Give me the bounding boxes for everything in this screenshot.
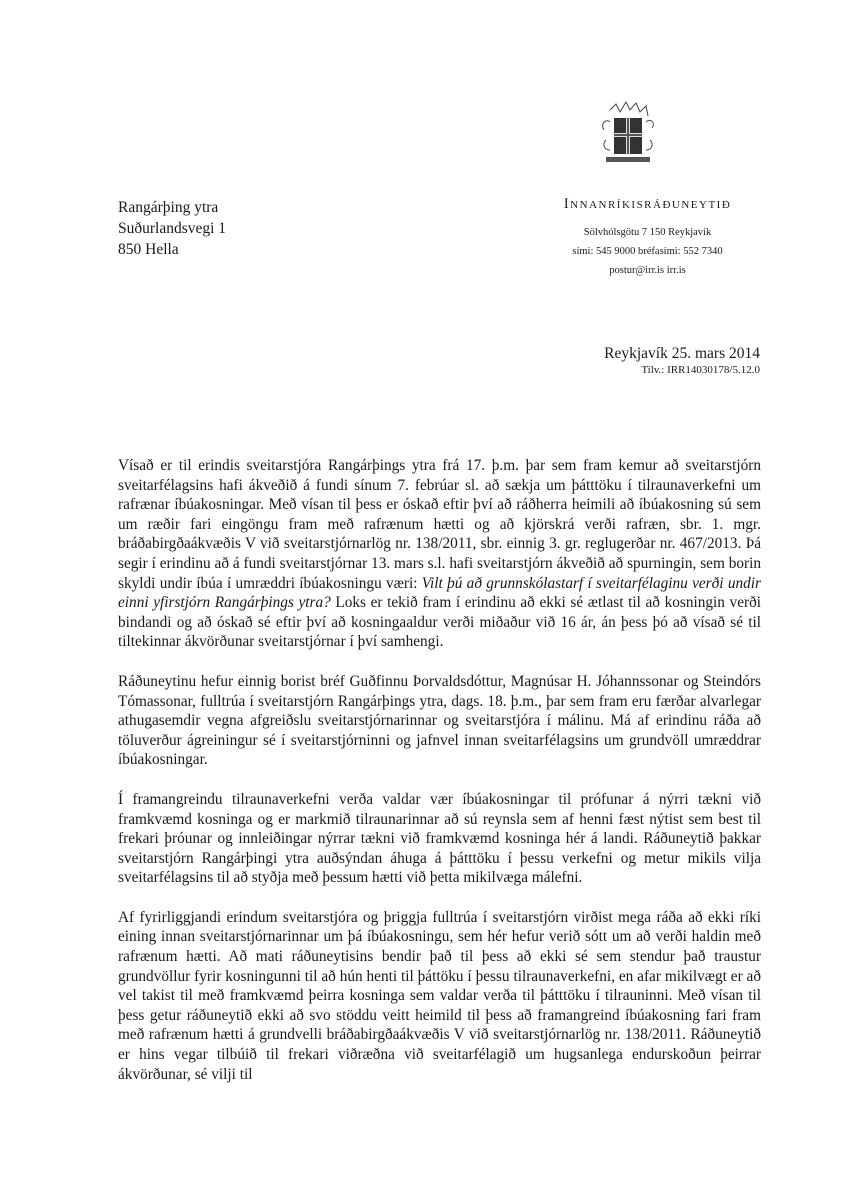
ministry-letterhead [530,196,765,280]
paragraph-1 [118,456,761,652]
coat-of-arms-icon [598,100,658,170]
poll-question-quote: Vilt þú að grunnskólastarf í sveitarfélaginu verði undir einni yfirstjórn Rangárþings ytra? [118,574,761,612]
recipient-name: Rangárþing ytra [118,199,219,216]
date-block [604,344,760,377]
paragraph-3: Í framangreindu tilraunaverkefni verða valdar vær íbúakosningar til prófunar á nýrri tækni við framkvæmd kosninga og er markmið tilraunarinnar að sú reynsla sem af henni fæst nýtist sem best til frekari þróunar og innleiðingar nýrrar tækni við framkvæmd kosninga hér á landi. Ráðuneytið þakkar sveitarstjórn Rangárþingi ytra auðsýndan áhuga á þátttöku í þessu verkefni og metur mikils vilja sveitarfélagsins til að styðja með þessum hætti við þetta mikilvæga málefni. [118,790,761,887]
letter-body [118,456,761,1104]
recipient-address [118,197,226,260]
ministry-address: Sölvhólsgötu 7 150 Reykjavík [583,227,712,238]
ministry-phone-fax: sími: 545 9000 bréfasími: 552 7340 [572,246,723,257]
paragraph-1-text: Vísað er til erindis sveitarstjóra Rangárþings ytra frá 17. þ.m. þar sem fram kemur að sveitarstjórn sveitarfélagsins hafi ákveðið á fundi sínum 7. febrúar sl. að sækja um þátttöku í tilraunaverkefni um rafrænar íbúakosningar. Með vísan til þess er óskað eftir því að ráðherra heimili að íbúakosning sú sem um ræðir fari eingöngu fram með rafrænum hætti og að kjörskrá verði rafræn, sbr. 1. mgr. bráðabirgðaákvæðis V við sveitarstjórnarlög nr. 138/2011, sbr. einnig 3. gr. reglugerðar nr. 467/2013. Þá segir í erindinu að á fundi sveitarstjórnar 13. mars s.l. hafi sveitarstjórn ákveðið að spurningin, sem borin skyldi undir íbúa í umræddri íbúakosningu væri: [118,457,761,592]
letter-date: Reykjavík 25. mars 2014 [604,345,760,362]
ministry-email-web: postur@irr.is irr.is [609,265,686,276]
recipient-postcode-city: 850 Hella [118,241,179,258]
recipient-street: Suðurlandsvegi 1 [118,220,227,237]
ministry-name: Innanríkisráðuneytið [563,196,732,212]
paragraph-1-text-cont: Loks er tekið fram í erindinu að ekki sé ætlast til að kosningin verði bindandi og að óskað sé eftir því að kosningaaldur verði miðaður við 16 ár, án þess þó að vísað sé til tiltekinnar ákvörðunar sveitarstjórnar í því samhengi. [118,594,761,651]
reference-number: Tilv.: IRR14030178/5.12.0 [641,364,760,376]
paragraph-4: Af fyrirliggjandi erindum sveitarstjóra og þriggja fulltrúa í sveitarstjórn virðist mega ráða að ekki ríki eining innan sveitarstjórnarinnar um þá íbúakosningu, sem hér hefur verið sótt um að verði haldin með rafrænum hætti. Að mati ráðuneytisins bendir það til þess að ekki sé sem stendur það traustur grundvöllur fyrir kosningunni til að hún henti til þáttöku í þessu tilraunaverkefni, en afar mikilvægt er að vel takist til með framkvæmd þeirra kosninga sem valdar verða til þátttöku í tilrauninni. Með vísan til þess getur ráðuneytið ekki að svo stöddu veitt heimild til þess að framangreind íbúakosning fari fram með rafrænum hætti á grundvelli bráðabirgðaákvæðis V við sveitarstjórnarlög nr. 138/2011. Ráðuneytið er hins vegar tilbúið til frekari viðræðna við sveitarfélagið um hugsanlega endurskoðun þeirrar ákvörðunar, sé vilji til [118,908,761,1083]
paragraph-2: Ráðuneytinu hefur einnig borist bréf Guðfinnu Þorvaldsdóttur, Magnúsar H. Jóhannssonar og Steindórs Tómassonar, fulltrúa í sveitarstjórn Rangárþings ytra, dags. 18. þ.m., þar sem fram eru færðar alvarlegar athugasemdir vegna afgreiðslu sveitarstjórnarinnar og sveitarstjóra í málinu. Má af erindinu ráða að töluverður ágreiningur sé í sveitarstjórninni og jafnvel innan sveitarfélagsins um grundvöll umræddrar íbúakosningar. [118,672,761,769]
